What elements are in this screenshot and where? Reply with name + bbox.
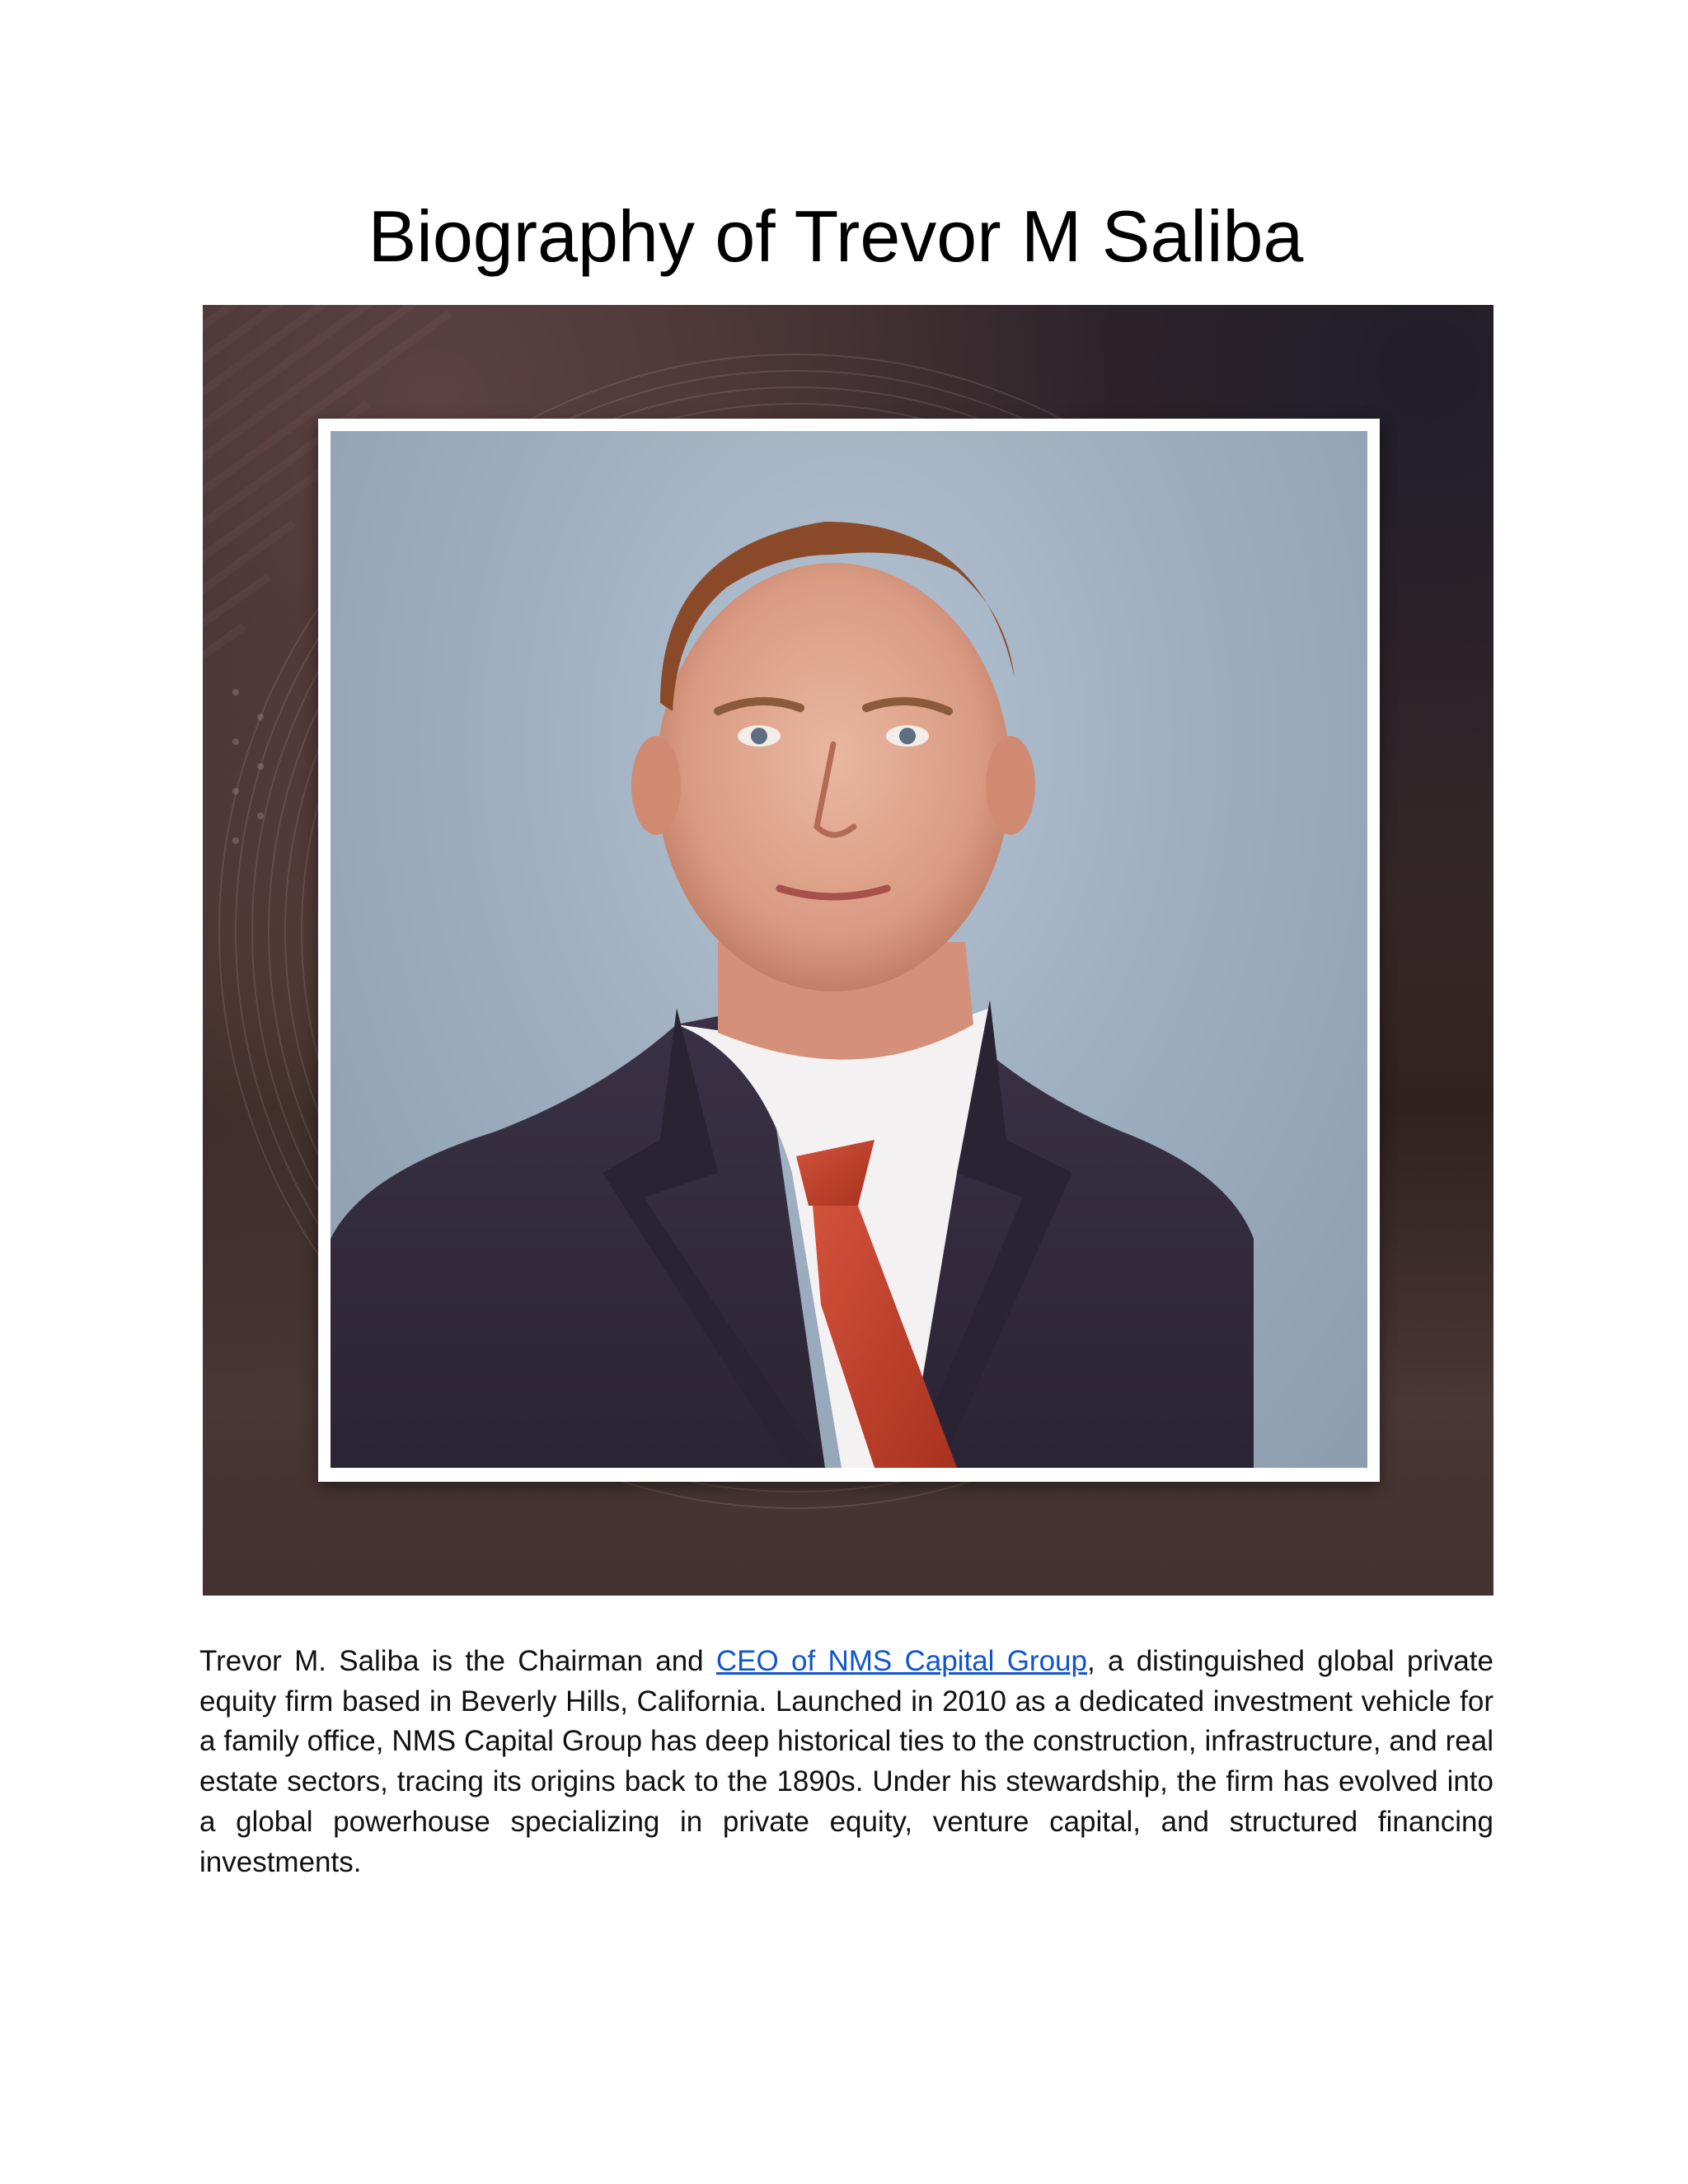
nms-capital-group-link[interactable]: CEO of NMS Capital Group: [715, 1645, 1087, 1677]
portrait-photo: [331, 431, 1367, 1468]
page-title: Biography of Trevor M Saliba: [368, 195, 1304, 277]
biography-paragraph: [199, 1642, 1493, 1882]
bio-intro-text: Trevor M. Saliba is the Chairman and: [199, 1645, 716, 1677]
bio-body-text: , a distinguished global private equity firm based in Beverly Hills, California. Launched in 2010 as a dedicated investment vehicle for a family office, NMS Capital Group has deep historical ties to the construction, infrastructure, and real estate sectors, tracing its origins back to the 1890s. Under his stewardship, the firm has evolved into a global powerhouse specializing in private equity, venture capital, and structured financing investments.: [199, 1645, 1493, 1878]
person-portrait-illustration: [331, 431, 1367, 1468]
hero-image: [203, 305, 1493, 1596]
photo-frame: [318, 419, 1380, 1482]
